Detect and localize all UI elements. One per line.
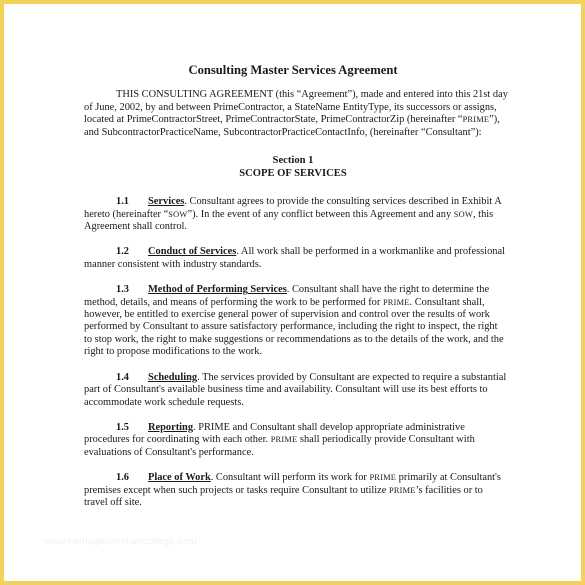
clause-heading: Reporting: [148, 421, 194, 433]
clause-1-4: [84, 372, 508, 409]
clause-1-6: [84, 472, 508, 509]
clause-text: . Consultant shall have the right to determine the method, details, and means of performing the work to be performed for: [84, 284, 490, 308]
clause-term: PRIME: [369, 473, 397, 483]
clause-heading: Services: [148, 196, 185, 208]
clause-text: . All work shall be performed in a workmanlike and professional manner consistent with industry standards.: [84, 246, 505, 270]
clause-number: 1.6: [116, 472, 129, 484]
document-title: Consulting Master Services Agreement: [188, 63, 398, 77]
clause-term: PRIME: [382, 297, 410, 307]
section-number: Section 1: [272, 155, 314, 167]
clause-text: . Consultant agrees to provide the consulting services described in Exhibit A hereto (hereinafter “: [84, 196, 502, 220]
clause-1-1: [84, 196, 508, 233]
clause-term: PRIME: [270, 435, 298, 445]
intro-text-1: THIS CONSULTING AGREEMENT (this “Agreement”), made and entered into this 21st day of June, 2002, by and between PrimeContractor, a StateName EntityType, its successors or assigns, located at PrimeContractorStreet, PrimeContractorState, PrimeContractorZip (hereinafter “: [84, 89, 508, 126]
clause-number: 1.2: [116, 246, 129, 258]
clause-number: 1.5: [116, 421, 129, 433]
section-heading: [78, 155, 508, 180]
clause-term: SOW: [453, 209, 473, 219]
document-page: [78, 64, 508, 522]
clause-term: PRIME: [389, 485, 416, 495]
clause-number: 1.3: [116, 284, 129, 296]
clause-heading: Method of Performing Services: [148, 284, 287, 296]
section-title: SCOPE OF SERVICES: [239, 167, 347, 179]
clause-text: . Consultant will perform its work for: [210, 472, 370, 484]
intro-text-2: ”), and SubcontractorPracticeName, SubcontractorPracticeContactInfo, (hereinafter “Consultant”):: [84, 114, 500, 138]
clause-text: , this Agreement shall control.: [84, 208, 494, 233]
clause-text: . PRIME and Consultant shall develop appropriate administrative procedures for coordinating with each other.: [84, 421, 465, 446]
clause-text: ’s facilities or to travel off site.: [84, 484, 483, 508]
clause-number: 1.1: [116, 196, 129, 208]
clause-text: primarily at Consultant's premises except when such projects or tasks require Consultant to utilize: [84, 472, 501, 496]
clause-1-2: [84, 246, 508, 271]
clause-1-5: [84, 422, 508, 459]
clause-text: . Consultant shall, however, be entitled to exercise general power of supervision and control over the results of work performed by Consultant to assure satisfactory performance, including the right to inspect, the right to stop work, the right to make suggestions or recommendations as to the details of the work, and the right to propose modifications to the work.: [84, 296, 504, 358]
clause-heading: Conduct of Services: [148, 246, 237, 258]
clause-number: 1.4: [116, 371, 129, 383]
clause-text: ”). In the event of any conflict between this Agreement and any: [187, 208, 454, 220]
clause-1-3: [84, 284, 508, 358]
intro-paragraph: [84, 89, 508, 139]
clause-heading: Scheduling: [148, 371, 198, 383]
clause-text: shall periodically provide Consultant with evaluations of Consultant's performance.: [84, 434, 475, 458]
clause-term: SOW: [168, 209, 188, 219]
clause-text: . The services provided by Consultant are expected to require a substantial part of Consultant's available business time and availability. Consultant will use its best efforts to accommodate work schedule requests.: [84, 371, 507, 408]
clause-heading: Place of Work: [148, 472, 211, 484]
watermark-text: www.heritagechristiancollege.com: [44, 536, 197, 547]
intro-prime-term: PRIME: [462, 115, 490, 125]
